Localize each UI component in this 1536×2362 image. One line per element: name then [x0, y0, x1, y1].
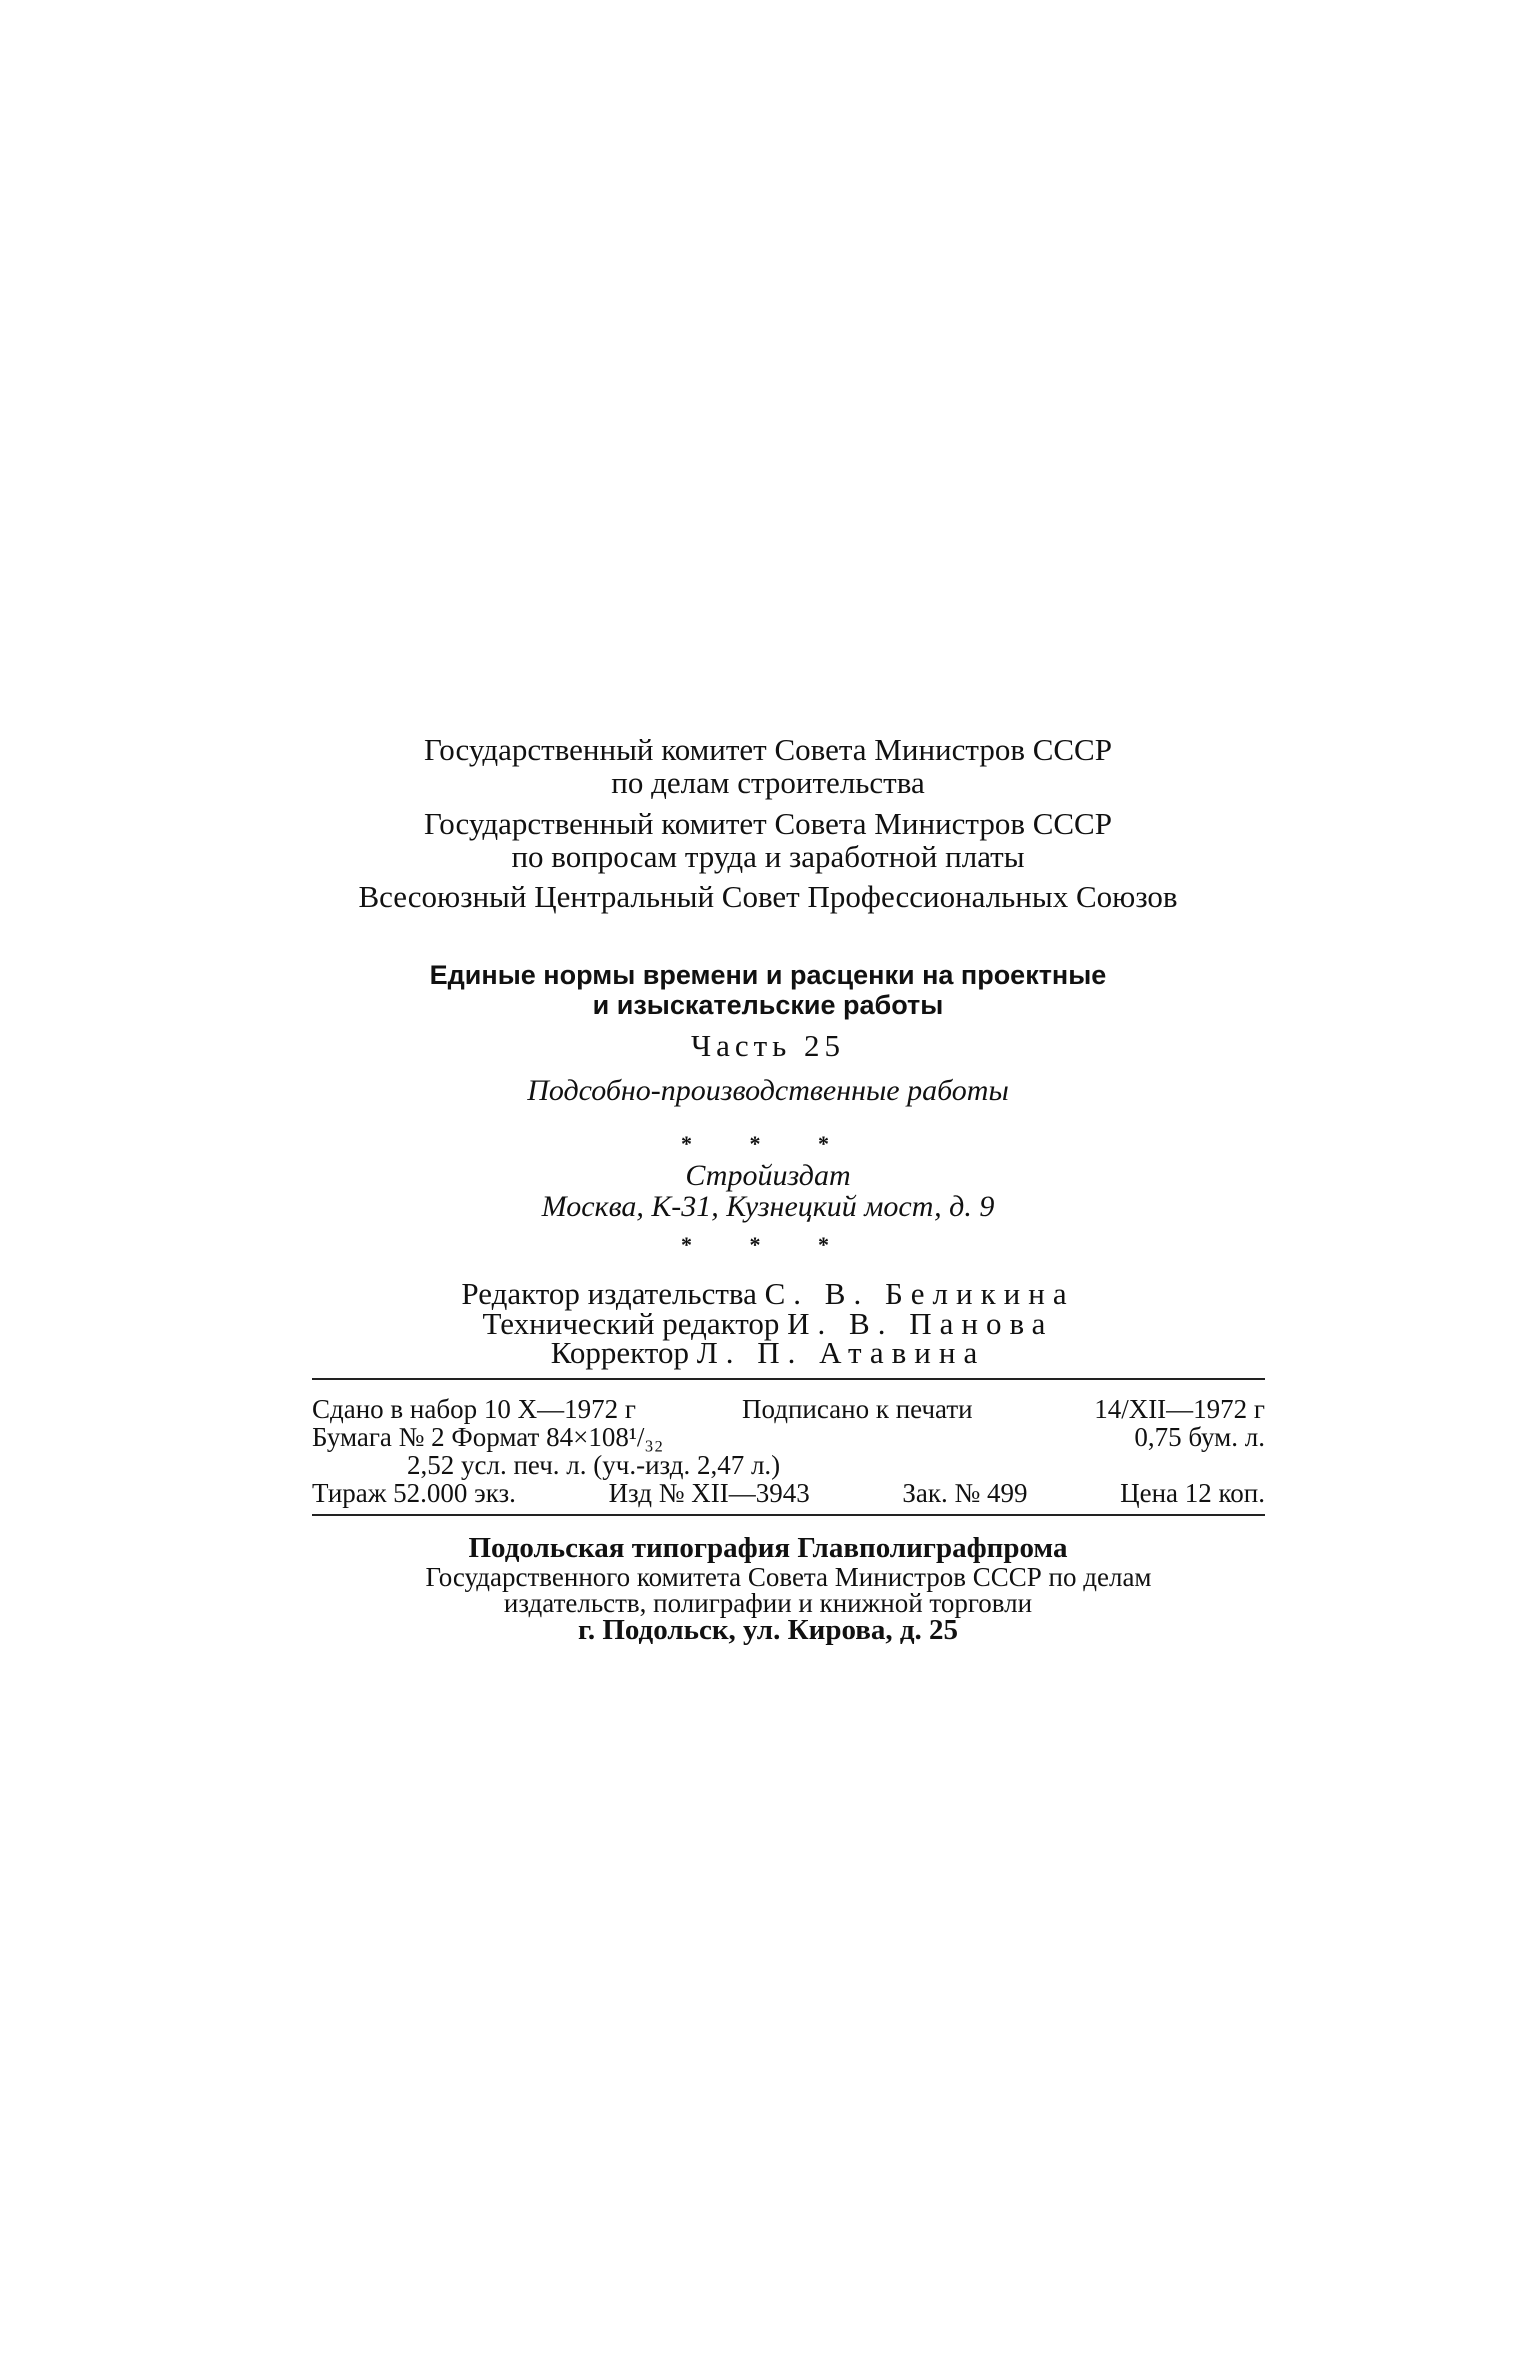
publisher-address: Москва, К-31, Кузнецкий мост, д. 9 — [541, 1190, 995, 1223]
org2-line2: по вопросам труда и заработной платы — [511, 839, 1025, 874]
signed-label: Подписано к печати — [742, 1394, 973, 1424]
imprint-top-rule — [312, 1378, 1265, 1380]
imprint-row3 — [312, 1452, 1265, 1480]
editor-line — [0, 1278, 1536, 1309]
printer-line3: издательств, полиграфии и книжной торговли — [503, 1588, 1033, 1618]
title-line1: Единые нормы времени и расценки на проектные — [429, 960, 1107, 990]
paper-format: Бумага № 2 Формат 84×108¹/₃₂ — [312, 1422, 664, 1452]
subtitle: Подсобно-производственные работы — [527, 1074, 1009, 1107]
tech-editor-label: Технический редактор — [482, 1306, 780, 1341]
separator-top: * * * — [681, 1131, 855, 1156]
editor-name: С. В. Беликина — [764, 1276, 1075, 1311]
tech-editor-name: И. В. Панова — [787, 1306, 1054, 1341]
typeset-date: Сдано в набор 10 X—1972 г — [312, 1394, 636, 1424]
printer-address: г. Подольск, ул. Кирова, д. 25 — [577, 1614, 959, 1646]
order-number: Зак. № 499 — [902, 1478, 1028, 1508]
org2-line1: Государственный комитет Совета Министров СССР — [424, 806, 1112, 841]
printer-line2: Государственного комитета Совета Министров СССР по делам — [425, 1562, 1152, 1592]
edition-number: Изд № XII—3943 — [608, 1478, 810, 1508]
printer-line1: Подольская типография Главполиграфпрома — [468, 1532, 1068, 1564]
imprint-row2 — [312, 1424, 1265, 1452]
part-number: Часть 25 — [690, 1028, 846, 1063]
org3-line: Всесоюзный Центральный Совет Профессиональных Союзов — [358, 879, 1178, 914]
signed-date: 14/XII—1972 г — [1094, 1394, 1265, 1424]
separator-bottom: * * * — [681, 1232, 855, 1257]
org1-line1: Государственный комитет Совета Министров СССР — [424, 732, 1112, 767]
imprint-row4 — [312, 1480, 1265, 1508]
title-line2: и изыскательские работы — [592, 990, 944, 1020]
price: Цена 12 коп. — [1120, 1478, 1265, 1508]
publisher-name: Стройиздат — [685, 1159, 851, 1192]
editor-label: Редактор издательства — [461, 1276, 757, 1311]
print-run: Тираж 52.000 экз. — [312, 1478, 516, 1508]
org1-line2: по делам строительства — [611, 765, 925, 800]
imprint-row1 — [312, 1396, 1265, 1424]
corrector-line — [0, 1337, 1536, 1368]
corrector-label: Корректор — [550, 1335, 689, 1370]
imprint-bottom-rule — [312, 1514, 1265, 1516]
corrector-name: Л. П. Атавина — [696, 1335, 986, 1370]
print-sheets: 2,52 усл. печ. л. (уч.-изд. 2,47 л.) — [407, 1450, 781, 1480]
paper-sheets: 0,75 бум. л. — [1134, 1422, 1265, 1452]
